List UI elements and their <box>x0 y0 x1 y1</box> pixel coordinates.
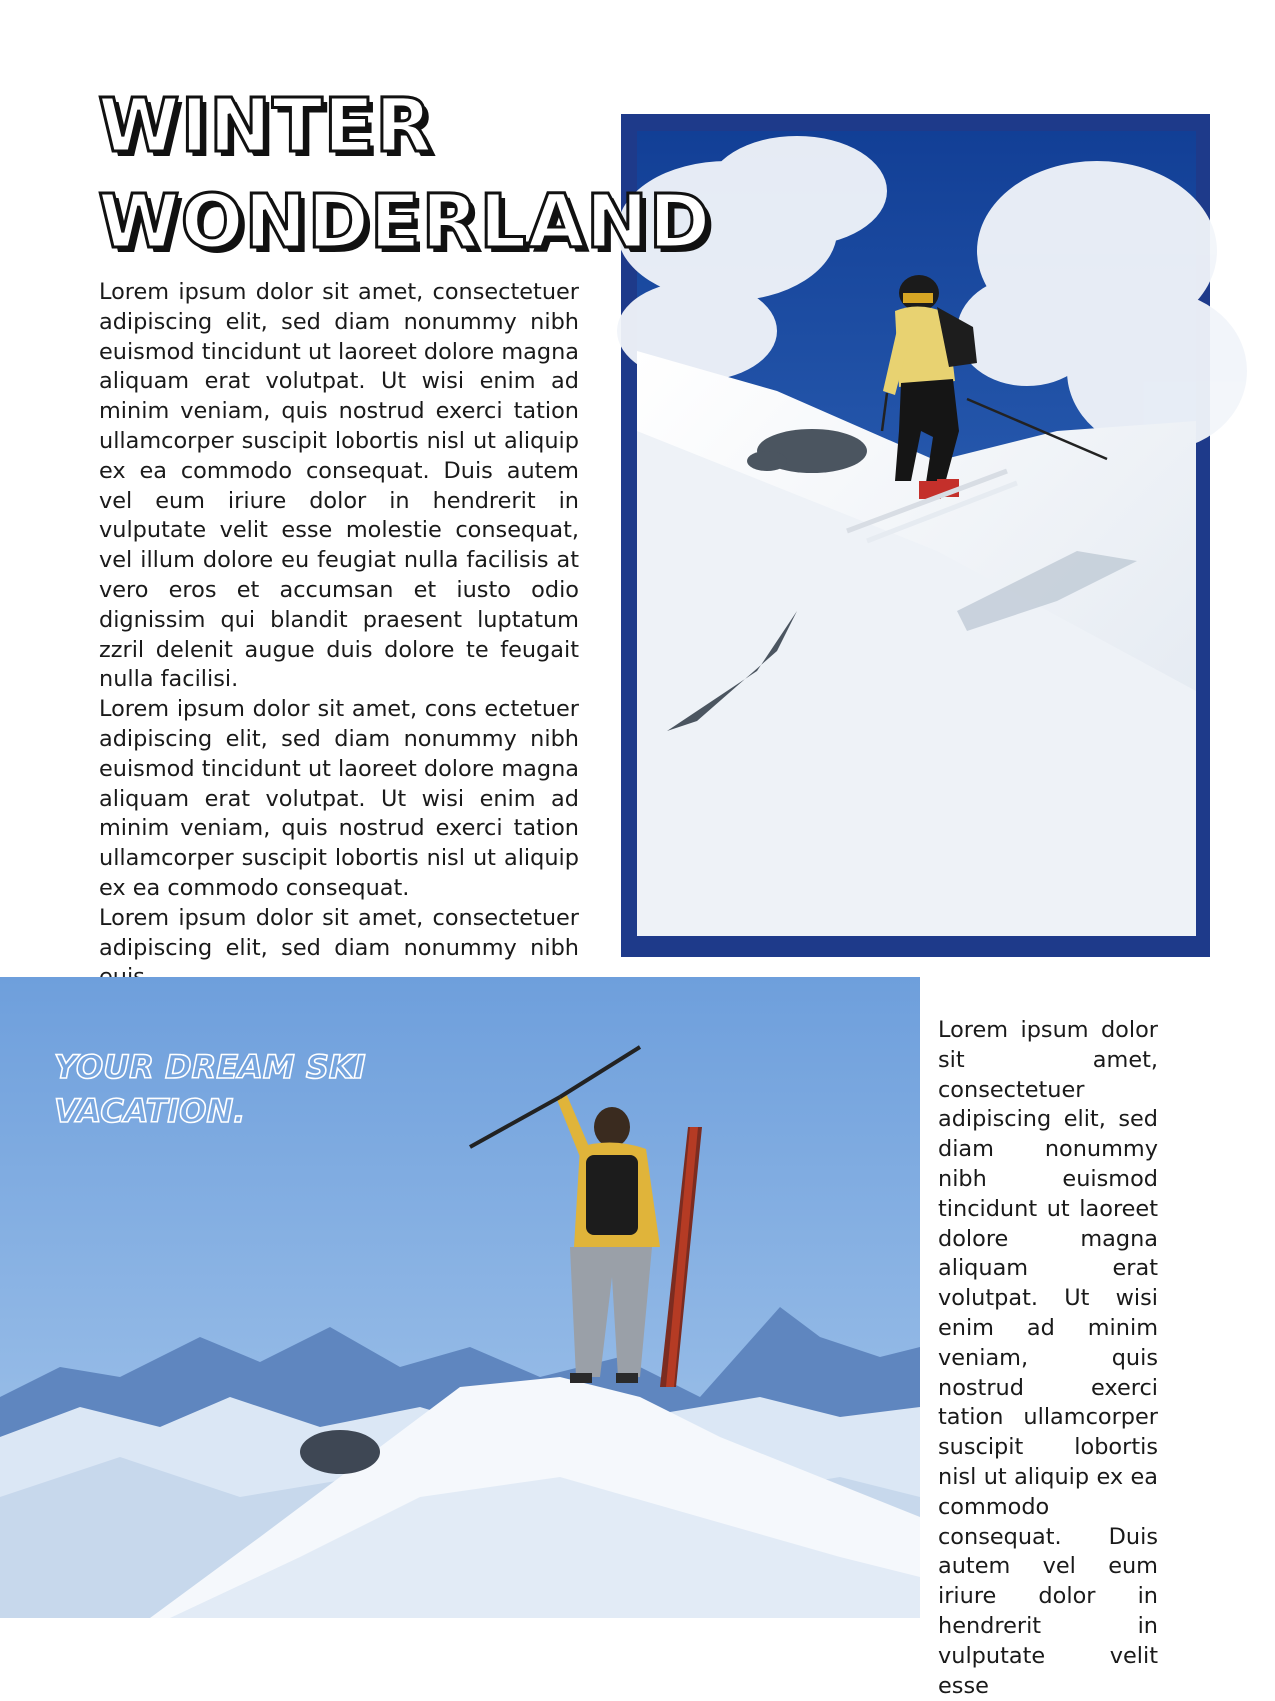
paragraph-2: Lorem ipsum dolor sit amet, cons ectetuer adipiscing elit, sed diam nonummy nibh euismod tincidunt ut laoreet dolore magna aliquam erat volutpat. Ut wisi enim ad minim veniam, quis nostrud exerci tation ullamcorper suscipit lobortis nisl ut aliquip ex ea commodo consequat. <box>99 696 579 901</box>
main-article-text <box>99 278 579 961</box>
page-title <box>98 78 718 270</box>
sidebar-paragraph: Lorem ipsum dolor sit amet, consectetuer adipiscing elit, sed diam nonummy nibh euismod tincidunt ut laoreet dolore magna aliquam erat volutpat. Ut wisi enim ad minim veniam, quis nostrud exerci tation ullamcorper suscipit lobortis nisl ut aliquip ex ea commodo consequat. Duis autem vel eum iriure dolor in hendrerit in vulputate velit esse <box>938 1017 1158 1699</box>
paragraph-3: Lorem ipsum dolor sit amet, consectetuer adipiscing elit, sed diam nonummy nibh <box>99 904 579 961</box>
title-line-2: WONDERLAND <box>98 179 712 265</box>
tagline-line-2: VACATION. <box>54 1092 246 1130</box>
title-line-1: WINTER <box>98 83 434 169</box>
tagline-line-1: YOUR DREAM SKI <box>54 1048 366 1086</box>
tagline <box>54 1045 434 1133</box>
skier-jumping-photo <box>637 131 1196 936</box>
paragraph-1: Lorem ipsum dolor sit amet, consectetuer adipiscing elit, sed diam nonummy nibh euismod tincidunt ut laoreet dolore magna aliquam erat volutpat. Ut wisi enim ad minim veniam, quis nostrud exerci tation ullamcorper suscipit lobortis nisl ut aliquip ex ea commodo consequat. Duis autem vel eum iriure dolor in hendrerit in vulputate velit esse molestie consequat, vel illum dolore eu feugiat nulla facilisis at vero eros et accumsan et iusto odio dignissim qui blandit praesent luptatum zzril delenit augue duis dolore te feugait nulla facilisi. <box>99 279 579 693</box>
